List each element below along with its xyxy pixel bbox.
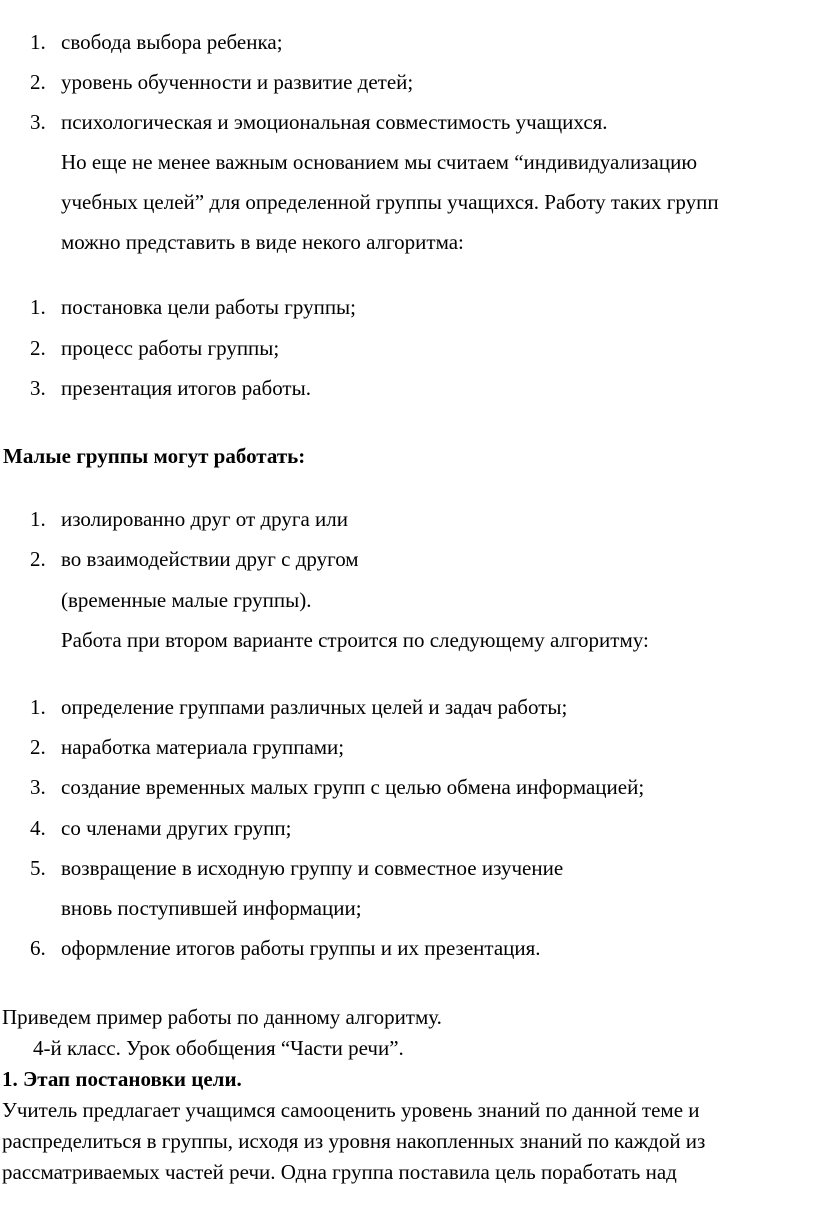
list-number: 3. bbox=[30, 110, 46, 134]
list-item-text: свобода выбора ребенка; bbox=[61, 30, 283, 54]
list-item-text: определение группами различных целей и задач работы; bbox=[61, 695, 568, 719]
list-item-text: процесс работы группы; bbox=[61, 336, 280, 360]
list-number: 1. bbox=[30, 295, 46, 319]
list-number: 5. bbox=[30, 856, 46, 880]
list-number: 2. bbox=[30, 336, 46, 360]
list-number: 4. bbox=[30, 816, 46, 840]
list-number: 1. bbox=[30, 30, 46, 54]
paragraph-line: 4-й класс. Урок обобщения “Части речи”. bbox=[33, 1036, 404, 1060]
list-item-text: уровень обученности и развитие детей; bbox=[61, 70, 414, 94]
list-number: 2. bbox=[30, 735, 46, 759]
paragraph-line: Но еще не менее важным основанием мы считаем “индивидуализацию bbox=[61, 150, 698, 174]
list-number: 3. bbox=[30, 376, 46, 400]
list-number: 6. bbox=[30, 936, 46, 960]
list-item-continuation: (временные малые группы). bbox=[61, 588, 312, 612]
list-number: 2. bbox=[30, 547, 46, 571]
section-heading: Малые группы могут работать: bbox=[3, 444, 306, 468]
list-number: 1. bbox=[30, 507, 46, 531]
list-item-text: возвращение в исходную группу и совместное изучение bbox=[61, 856, 564, 880]
paragraph-line: Учитель предлагает учащимся самооценить уровень знаний по данной теме и bbox=[2, 1098, 700, 1122]
list-item-text: наработка материала группами; bbox=[61, 735, 345, 759]
paragraph-line: можно представить в виде некого алгоритма: bbox=[61, 230, 464, 254]
paragraph-line: Приведем пример работы по данному алгоритму. bbox=[2, 1005, 442, 1029]
list-item-text: оформление итогов работы группы и их презентация. bbox=[61, 936, 541, 960]
paragraph-line: Работа при втором варианте строится по следующему алгоритму: bbox=[61, 628, 649, 652]
list-item-text: создание временных малых групп с целью обмена информацией; bbox=[61, 775, 645, 799]
list-item-text: во взаимодействии друг с другом bbox=[61, 547, 359, 571]
paragraph-line: учебных целей” для определенной группы учащихся. Работу таких групп bbox=[61, 190, 719, 214]
paragraph-line: рассматриваемых частей речи. Одна группа поставила цель поработать над bbox=[2, 1160, 677, 1184]
list-number: 2. bbox=[30, 70, 46, 94]
list-item-text: постановка цели работы группы; bbox=[61, 295, 356, 319]
stage-heading: 1. Этап постановки цели. bbox=[2, 1067, 242, 1091]
list-item-continuation: вновь поступившей информации; bbox=[61, 896, 362, 920]
list-item-text: изолированно друг от друга или bbox=[61, 507, 349, 531]
list-number: 1. bbox=[30, 695, 46, 719]
list-item-text: психологическая и эмоциональная совместимость учащихся. bbox=[61, 110, 608, 134]
paragraph-line: распределиться в группы, исходя из уровня накопленных знаний по каждой из bbox=[2, 1129, 706, 1153]
list-item-text: со членами других групп; bbox=[61, 816, 292, 840]
list-item-text: презентация итогов работы. bbox=[61, 376, 311, 400]
list-number: 3. bbox=[30, 775, 46, 799]
